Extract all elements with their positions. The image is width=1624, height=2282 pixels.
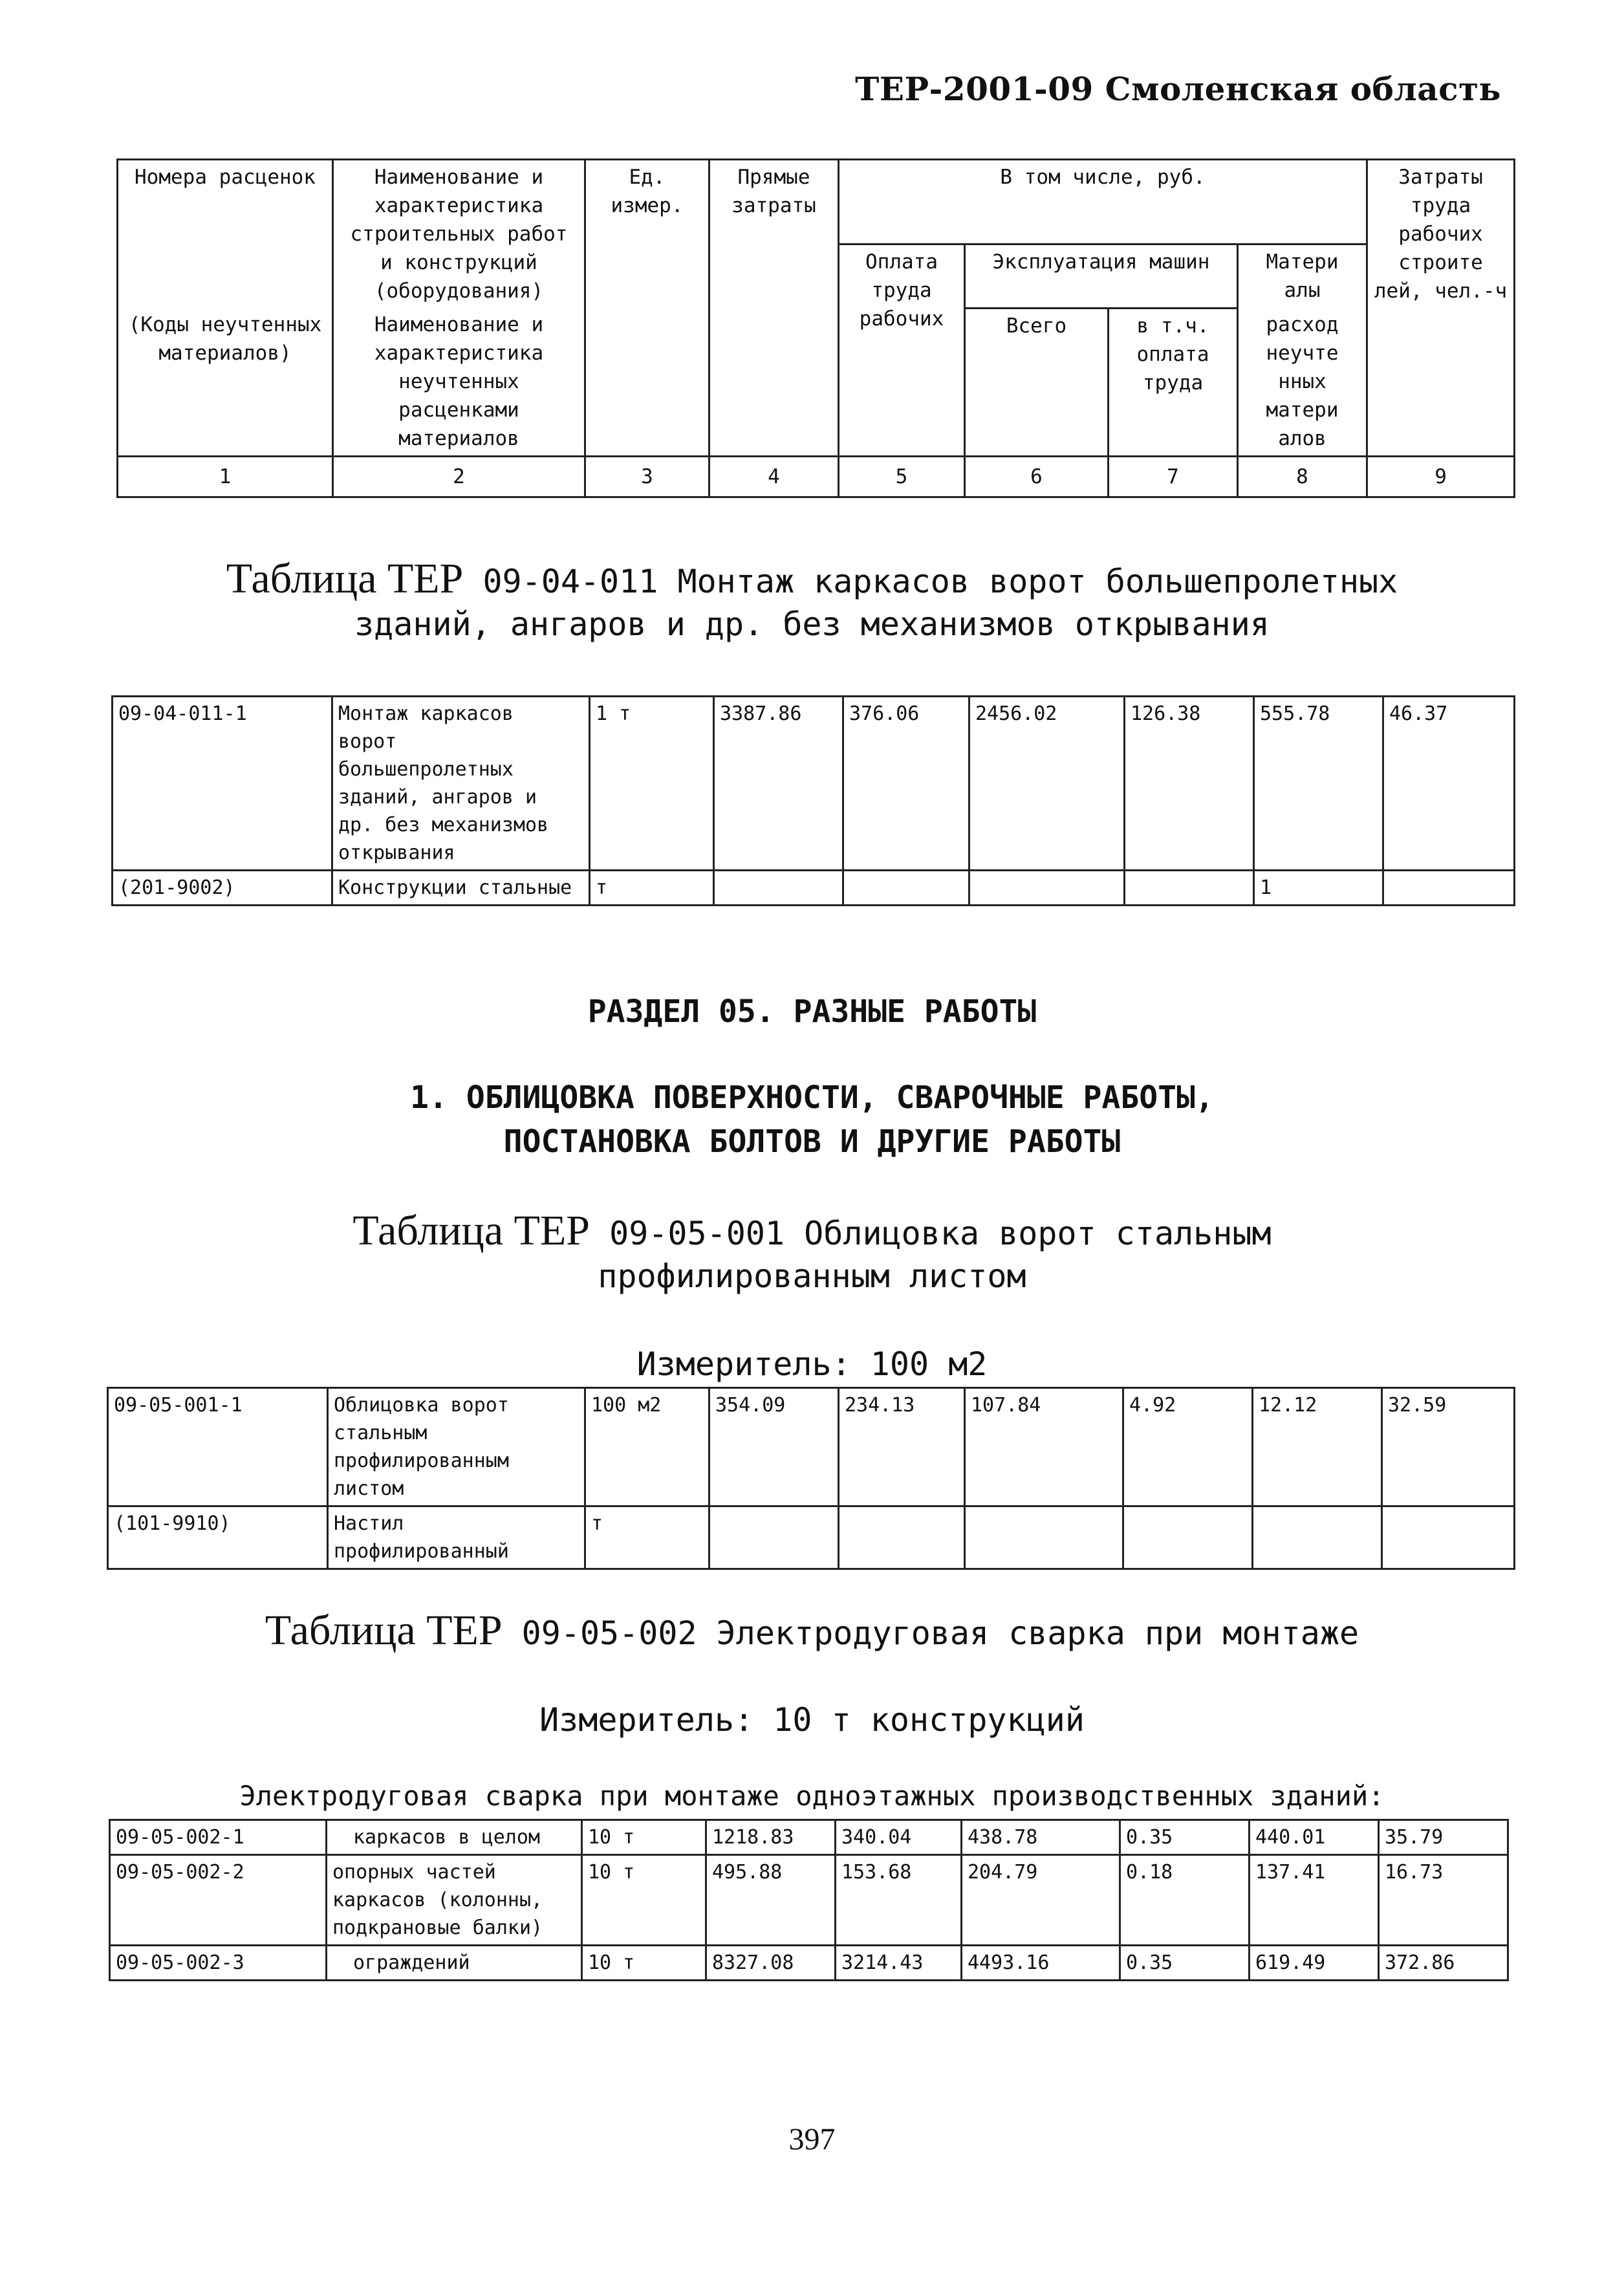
machines-wages: 126.38 xyxy=(1125,697,1254,871)
unit: т xyxy=(585,1506,709,1569)
measure-unit: Измеритель: 10 т конструкций xyxy=(539,1701,1085,1739)
direct-costs: 8327.08 xyxy=(706,1946,836,1981)
materials: 12.12 xyxy=(1253,1388,1382,1506)
table-title xyxy=(0,555,1624,646)
materials: 619.49 xyxy=(1250,1946,1379,1981)
machines-wages: 0.18 xyxy=(1120,1855,1250,1946)
labor-costs: 372.86 xyxy=(1379,1946,1508,1981)
wages: 153.68 xyxy=(836,1855,962,1946)
labor-costs: 16.73 xyxy=(1379,1855,1508,1946)
work-name: каркасов в целом xyxy=(327,1820,582,1855)
header-unit-blank xyxy=(585,308,709,457)
machines-wages: 4.92 xyxy=(1123,1388,1253,1506)
table-title-text: 09-05-001 Облицовка ворот стальным профилированным листом xyxy=(598,1215,1272,1295)
rate-code: 09-04-011-1 xyxy=(113,697,332,871)
col-number: 6 xyxy=(965,457,1109,497)
col-number: 3 xyxy=(585,457,709,497)
table-title-prefix: Таблица ТЕР xyxy=(265,1607,503,1654)
material-code: (201-9002) xyxy=(113,871,332,906)
col-number: 1 xyxy=(118,457,333,497)
unit: 10 т xyxy=(582,1820,706,1855)
table-title-text: 09-05-002 Электродуговая сварка при монтаже xyxy=(521,1614,1359,1652)
material-name: Настил профилированный xyxy=(328,1506,585,1569)
table-title-text: 09-04-011 Монтаж каркасов ворот большепролетных зданий, ангаров и др. без механизмов открывания xyxy=(354,563,1398,643)
direct-costs: 1218.83 xyxy=(706,1820,836,1855)
empty-cell xyxy=(1382,1506,1515,1569)
column-header-table xyxy=(116,158,1515,498)
material-name: Конструкции стальные xyxy=(332,871,590,906)
materials: 440.01 xyxy=(1250,1820,1379,1855)
materials: 555.78 xyxy=(1254,697,1383,871)
price-table-09-05-002 xyxy=(109,1819,1509,1981)
header-material-names: Наименование и характеристика неучтенных расценками материалов xyxy=(333,308,585,457)
header-unit: Ед. измер. xyxy=(585,160,709,309)
wages: 376.06 xyxy=(843,697,969,871)
table-title xyxy=(0,1207,1624,1298)
rate-code: 09-05-002-2 xyxy=(110,1855,327,1946)
empty-cell xyxy=(843,871,969,906)
header-labor-costs: Затраты труда рабочих строите лей, чел.-ч xyxy=(1367,160,1515,457)
machines-wages: 0.35 xyxy=(1120,1946,1250,1981)
header-rates: Номера расценок xyxy=(118,160,333,309)
table-row xyxy=(110,1855,1508,1946)
rate-code: 09-05-002-1 xyxy=(110,1820,327,1855)
header-materials: Матери алы xyxy=(1238,244,1367,309)
empty-cell xyxy=(1253,1506,1382,1569)
table-title-prefix: Таблица ТЕР xyxy=(352,1207,590,1254)
col-number: 8 xyxy=(1238,457,1367,497)
direct-costs: 495.88 xyxy=(706,1855,836,1946)
page-number: 397 xyxy=(788,2122,836,2157)
machines-total: 204.79 xyxy=(962,1855,1120,1946)
col-number: 5 xyxy=(839,457,965,497)
wages: 3214.43 xyxy=(836,1946,962,1981)
unit: 10 т xyxy=(582,1855,706,1946)
empty-cell xyxy=(709,1506,839,1569)
machines-total: 107.84 xyxy=(965,1388,1123,1506)
empty-cell xyxy=(1383,871,1515,906)
table-row xyxy=(113,697,1515,871)
materials-consumption: 1 xyxy=(1254,871,1383,906)
header-direct-costs: Прямые затраты xyxy=(709,160,839,457)
header-machines-total: Всего xyxy=(965,308,1109,457)
unit: 1 т xyxy=(590,697,714,871)
empty-cell xyxy=(839,1506,965,1569)
table-row xyxy=(110,1820,1508,1855)
wages: 234.13 xyxy=(839,1388,965,1506)
table-row xyxy=(113,871,1515,906)
page-header: ТЕР-2001-09 Смоленская область xyxy=(855,70,1501,108)
table-title xyxy=(0,1609,1624,1655)
machines-wages: 0.35 xyxy=(1120,1820,1250,1855)
header-material-codes: (Коды неучтенных материалов) xyxy=(118,308,333,457)
unit: 100 м2 xyxy=(585,1388,709,1506)
rate-code: 09-05-001-1 xyxy=(108,1388,328,1506)
materials: 137.41 xyxy=(1250,1855,1379,1946)
work-name: Облицовка ворот стальным профилированным листом xyxy=(328,1388,585,1506)
table-note: Электродуговая сварка при монтаже одноэтажных производственных зданий: xyxy=(239,1780,1385,1812)
unit: т xyxy=(590,871,714,906)
header-work-name: Наименование и характеристика строительных работ и конструкций (оборудования) xyxy=(333,160,585,309)
machines-total: 2456.02 xyxy=(969,697,1125,871)
empty-cell xyxy=(965,1506,1123,1569)
header-materials-consumption: расход неучте нных матери алов xyxy=(1238,308,1367,457)
labor-costs: 35.79 xyxy=(1379,1820,1508,1855)
wages: 340.04 xyxy=(836,1820,962,1855)
empty-cell xyxy=(1123,1506,1253,1569)
machines-total: 4493.16 xyxy=(962,1946,1120,1981)
direct-costs: 354.09 xyxy=(709,1388,839,1506)
direct-costs: 3387.86 xyxy=(714,697,843,871)
rate-code: 09-05-002-3 xyxy=(110,1946,327,1981)
unit: 10 т xyxy=(582,1946,706,1981)
labor-costs: 46.37 xyxy=(1383,697,1515,871)
section-subtitle: 1. ОБЛИЦОВКА ПОВЕРХНОСТИ, СВАРОЧНЫЕ РАБОТЫ, ПОСТАНОВКА БОЛТОВ И ДРУГИЕ РАБОТЫ xyxy=(410,1080,1214,1160)
header-machines-wages: в т.ч. оплата труда xyxy=(1109,308,1238,457)
header-machines: Эксплуатация машин xyxy=(965,244,1238,309)
empty-cell xyxy=(1125,871,1254,906)
measure-unit: Измеритель: 100 м2 xyxy=(636,1345,988,1383)
header-including: В том числе, руб. xyxy=(839,160,1367,244)
section-title: РАЗДЕЛ 05. РАЗНЫЕ РАБОТЫ xyxy=(587,994,1037,1030)
price-table-09-04-011 xyxy=(111,695,1515,906)
col-number: 9 xyxy=(1367,457,1515,497)
material-code: (101-9910) xyxy=(108,1506,328,1569)
work-name: Монтаж каркасов ворот большепролетных зданий, ангаров и др. без механизмов открывания xyxy=(332,697,590,871)
price-table-09-05-001 xyxy=(107,1387,1515,1570)
col-number: 2 xyxy=(333,457,585,497)
table-row xyxy=(108,1506,1515,1569)
machines-total: 438.78 xyxy=(962,1820,1120,1855)
work-name: опорных частей каркасов (колонны, подкрановые балки) xyxy=(327,1855,582,1946)
col-number: 4 xyxy=(709,457,839,497)
table-row xyxy=(110,1946,1508,1981)
work-name: ограждений xyxy=(327,1946,582,1981)
empty-cell xyxy=(969,871,1125,906)
table-row xyxy=(108,1388,1515,1506)
labor-costs: 32.59 xyxy=(1382,1388,1515,1506)
empty-cell xyxy=(714,871,843,906)
header-wages: Оплата труда рабочих xyxy=(839,244,965,457)
table-title-prefix: Таблица ТЕР xyxy=(226,555,464,602)
col-number: 7 xyxy=(1109,457,1238,497)
